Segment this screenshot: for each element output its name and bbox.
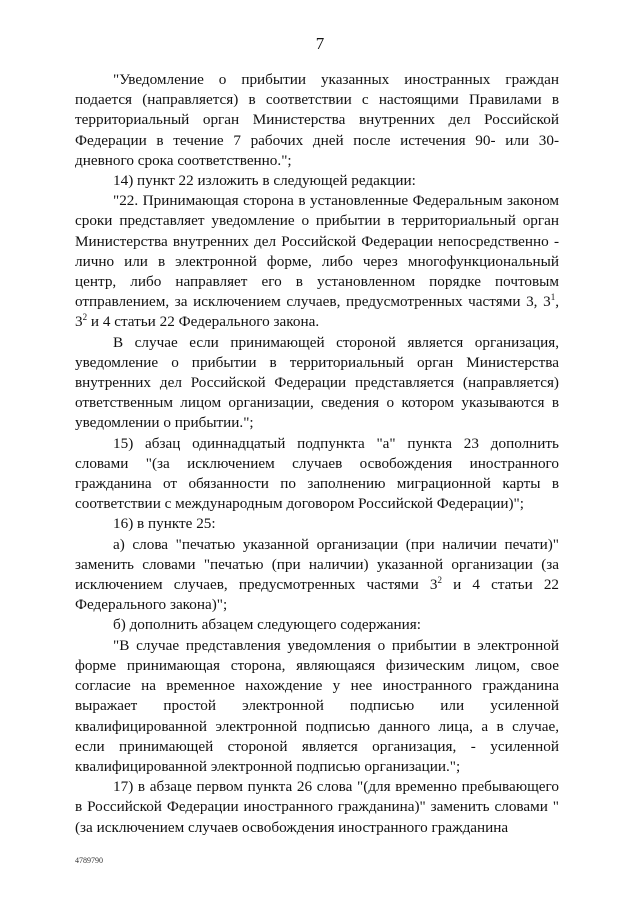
superscript: 2 (437, 575, 442, 586)
paragraph-text: "22. Принимающая сторона в установленные Федеральным законом сроки представляет уведомление о прибытии в территориальный орган Министерства внутренних дел Российской Федерации непосредственно - лично или в электронной форме, либо через многофункциональный центр, либо направляет его в установленном порядке почтовым отправлением, за исключением случаев, предусмотренных частями 3, 3 (75, 192, 559, 311)
paragraph-text: , 3 (75, 293, 559, 331)
superscript: 1 (550, 292, 556, 303)
paragraph (75, 191, 559, 332)
paragraph: "В случае представления уведомления о прибытии в электронной форме принимающая сторона, являющаяся физическим лицом, свое согласие на временное нахождение у нее иностранного гражданина выражает простой электронной подписью или усиленной квалифицированной электронной подписью данного лица, а в случае, если принимающей стороной является организация, - усиленной квалифицированной электронной подписью организации."; (75, 636, 559, 775)
document-id: 4789790 (75, 856, 103, 865)
paragraph: "Уведомление о прибытии указанных иностранных граждан подается (направляется) в соответствии с настоящими Правилами в территориальный орган Министерства внутренних дел Российской Федерации в течение 7 рабочих дней после истечения 90- или 30-дневного срока соответственно."; (75, 71, 559, 169)
paragraph (75, 535, 559, 616)
paragraph: 15) абзац одиннадцатый подпункта "а" пункта 23 дополнить словами "(за исключением случаев освобождения иностранного гражданина от обязанности по заполнению миграционной карты в соответствии с международным договором Российской Федерации)"; (75, 434, 559, 513)
paragraph-text: а) слова "печатью указанной организации (при наличии печати)" заменить словами "печатью (при наличии) указанной организации (за исключением случаев, предусмотренных частями 3 (75, 535, 559, 594)
paragraph: б) дополнить абзацем следующего содержания: (113, 616, 421, 634)
paragraph: В случае если принимающей стороной является организация, уведомление о прибытии в территориальный орган Министерства внутренних дел Российской Федерации представляется (направляется) ответственным лицом организации, сведения о котором указываются в уведомлении о прибытии."; (75, 333, 559, 432)
paragraph-text: и 4 статьи 22 Федерального закона)"; (75, 576, 560, 614)
paragraph: 16) в пункте 25: (113, 515, 216, 533)
paragraph: 17) в абзаце первом пункта 26 слова "(для временно пребывающего в Российской Федерации иностранного гражданина)" заменить словами "(за исключением случаев освобождения иностранного гражданина (75, 778, 559, 836)
paragraph-text: и 4 статьи 22 Федерального закона. (87, 313, 320, 331)
paragraph: 14) пункт 22 изложить в следующей редакции: (113, 172, 416, 190)
page-number: 7 (315, 34, 325, 53)
superscript: 2 (82, 312, 88, 323)
document-body (75, 70, 559, 838)
